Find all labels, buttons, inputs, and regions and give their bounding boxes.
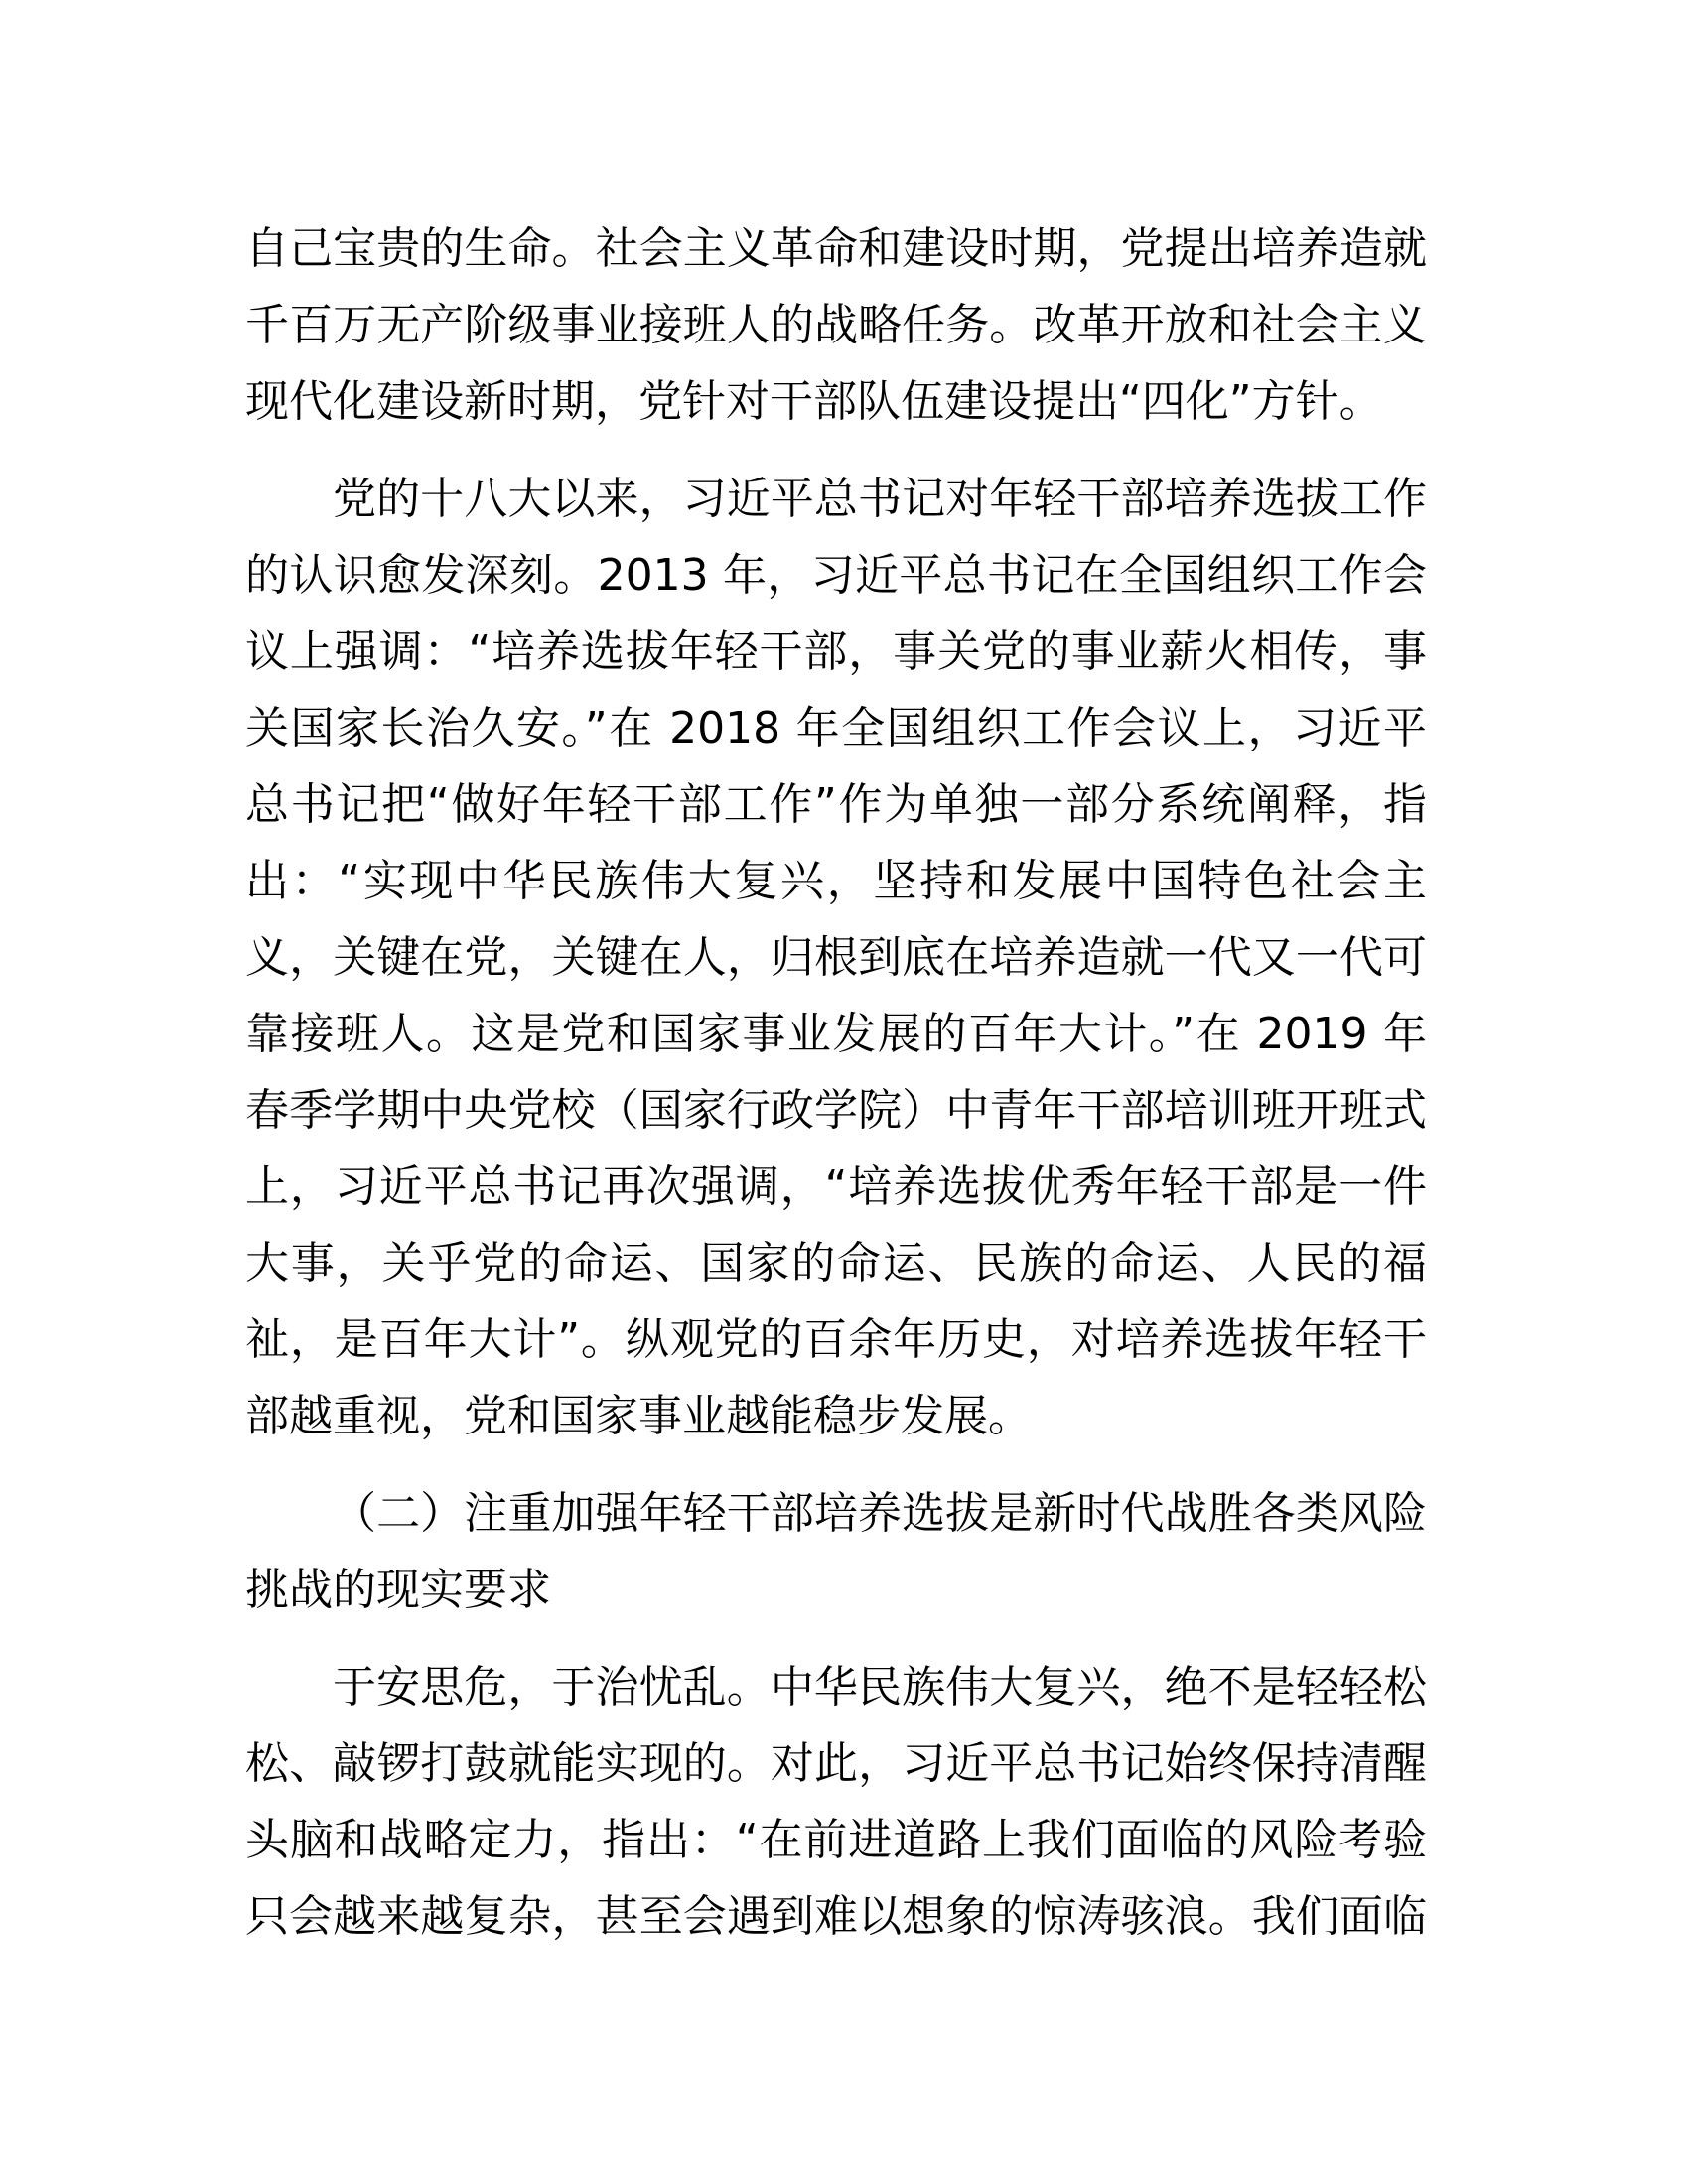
section-heading: [245, 1475, 1427, 1628]
text-line: 千百万无产阶级事业接班人的战略任务。改革开放和社会主义: [245, 300, 1427, 350]
text-line: 祉，是百年大计”。纵观党的百余年历史，对培养选拔年轻干: [245, 1314, 1427, 1365]
text-line: 部越重视，党和国家事业越能稳步发展。: [245, 1391, 1032, 1441]
text-line: 自己宝贵的生命。社会主义革命和建设时期，党提出培养造就: [245, 223, 1427, 274]
text-line: 于安思危，于治忧乱。中华民族伟大复兴，绝不是轻轻松: [333, 1662, 1427, 1712]
text-line: 的认识愈发深刻。2013 年，习近平总书记在全国组织工作会: [245, 550, 1427, 601]
paragraph: [245, 210, 1427, 440]
text-line: 大事，关乎党的命运、国家的命运、民族的命运、人民的福: [245, 1238, 1427, 1289]
text-line: 义，关键在党，关键在人，归根到底在培养造就一代又一代可: [245, 932, 1427, 983]
text-line: 只会越来越复杂，甚至会遇到难以想象的惊涛骇浪。我们面临: [245, 1891, 1427, 1942]
paragraph: [245, 461, 1427, 1454]
text-line: 春季学期中央党校（国家行政学院）中青年干部培训班开班式: [245, 1085, 1427, 1136]
text-line: 出：“实现中华民族伟大复兴，坚持和发展中国特色社会主: [245, 856, 1427, 906]
text-line: 议上强调：“培养选拔年轻干部，事关党的事业薪火相传，事: [245, 626, 1427, 677]
text-line: 靠接班人。这是党和国家事业发展的百年大计。”在 2019 年: [245, 1009, 1427, 1059]
text-line: 上，习近平总书记再次强调，“培养选拔优秀年轻干部是一件: [245, 1161, 1427, 1212]
text-line: （二）注重加强年轻干部培养选拔是新时代战胜各类风险: [333, 1488, 1427, 1539]
text-line: 头脑和战略定力，指出：“在前进道路上我们面临的风险考验: [245, 1815, 1427, 1865]
text-line: 总书记把“做好年轻干部工作”作为单独一部分系统阐释，指: [245, 779, 1427, 830]
text-line: 松、敲锣打鼓就能实现的。对此，习近平总书记始终保持清醒: [245, 1738, 1427, 1789]
document-page: [245, 210, 1427, 1976]
text-line: 关国家长治久安。”在 2018 年全国组织工作会议上，习近平: [245, 703, 1427, 753]
text-line: 挑战的现实要求: [245, 1565, 551, 1615]
text-line: 现代化建设新时期，党针对干部队伍建设提出“四化”方针。: [245, 376, 1383, 427]
text-line: 党的十八大以来，习近平总书记对年轻干部培养选拔工作: [333, 474, 1427, 524]
paragraph: [245, 1649, 1427, 1955]
